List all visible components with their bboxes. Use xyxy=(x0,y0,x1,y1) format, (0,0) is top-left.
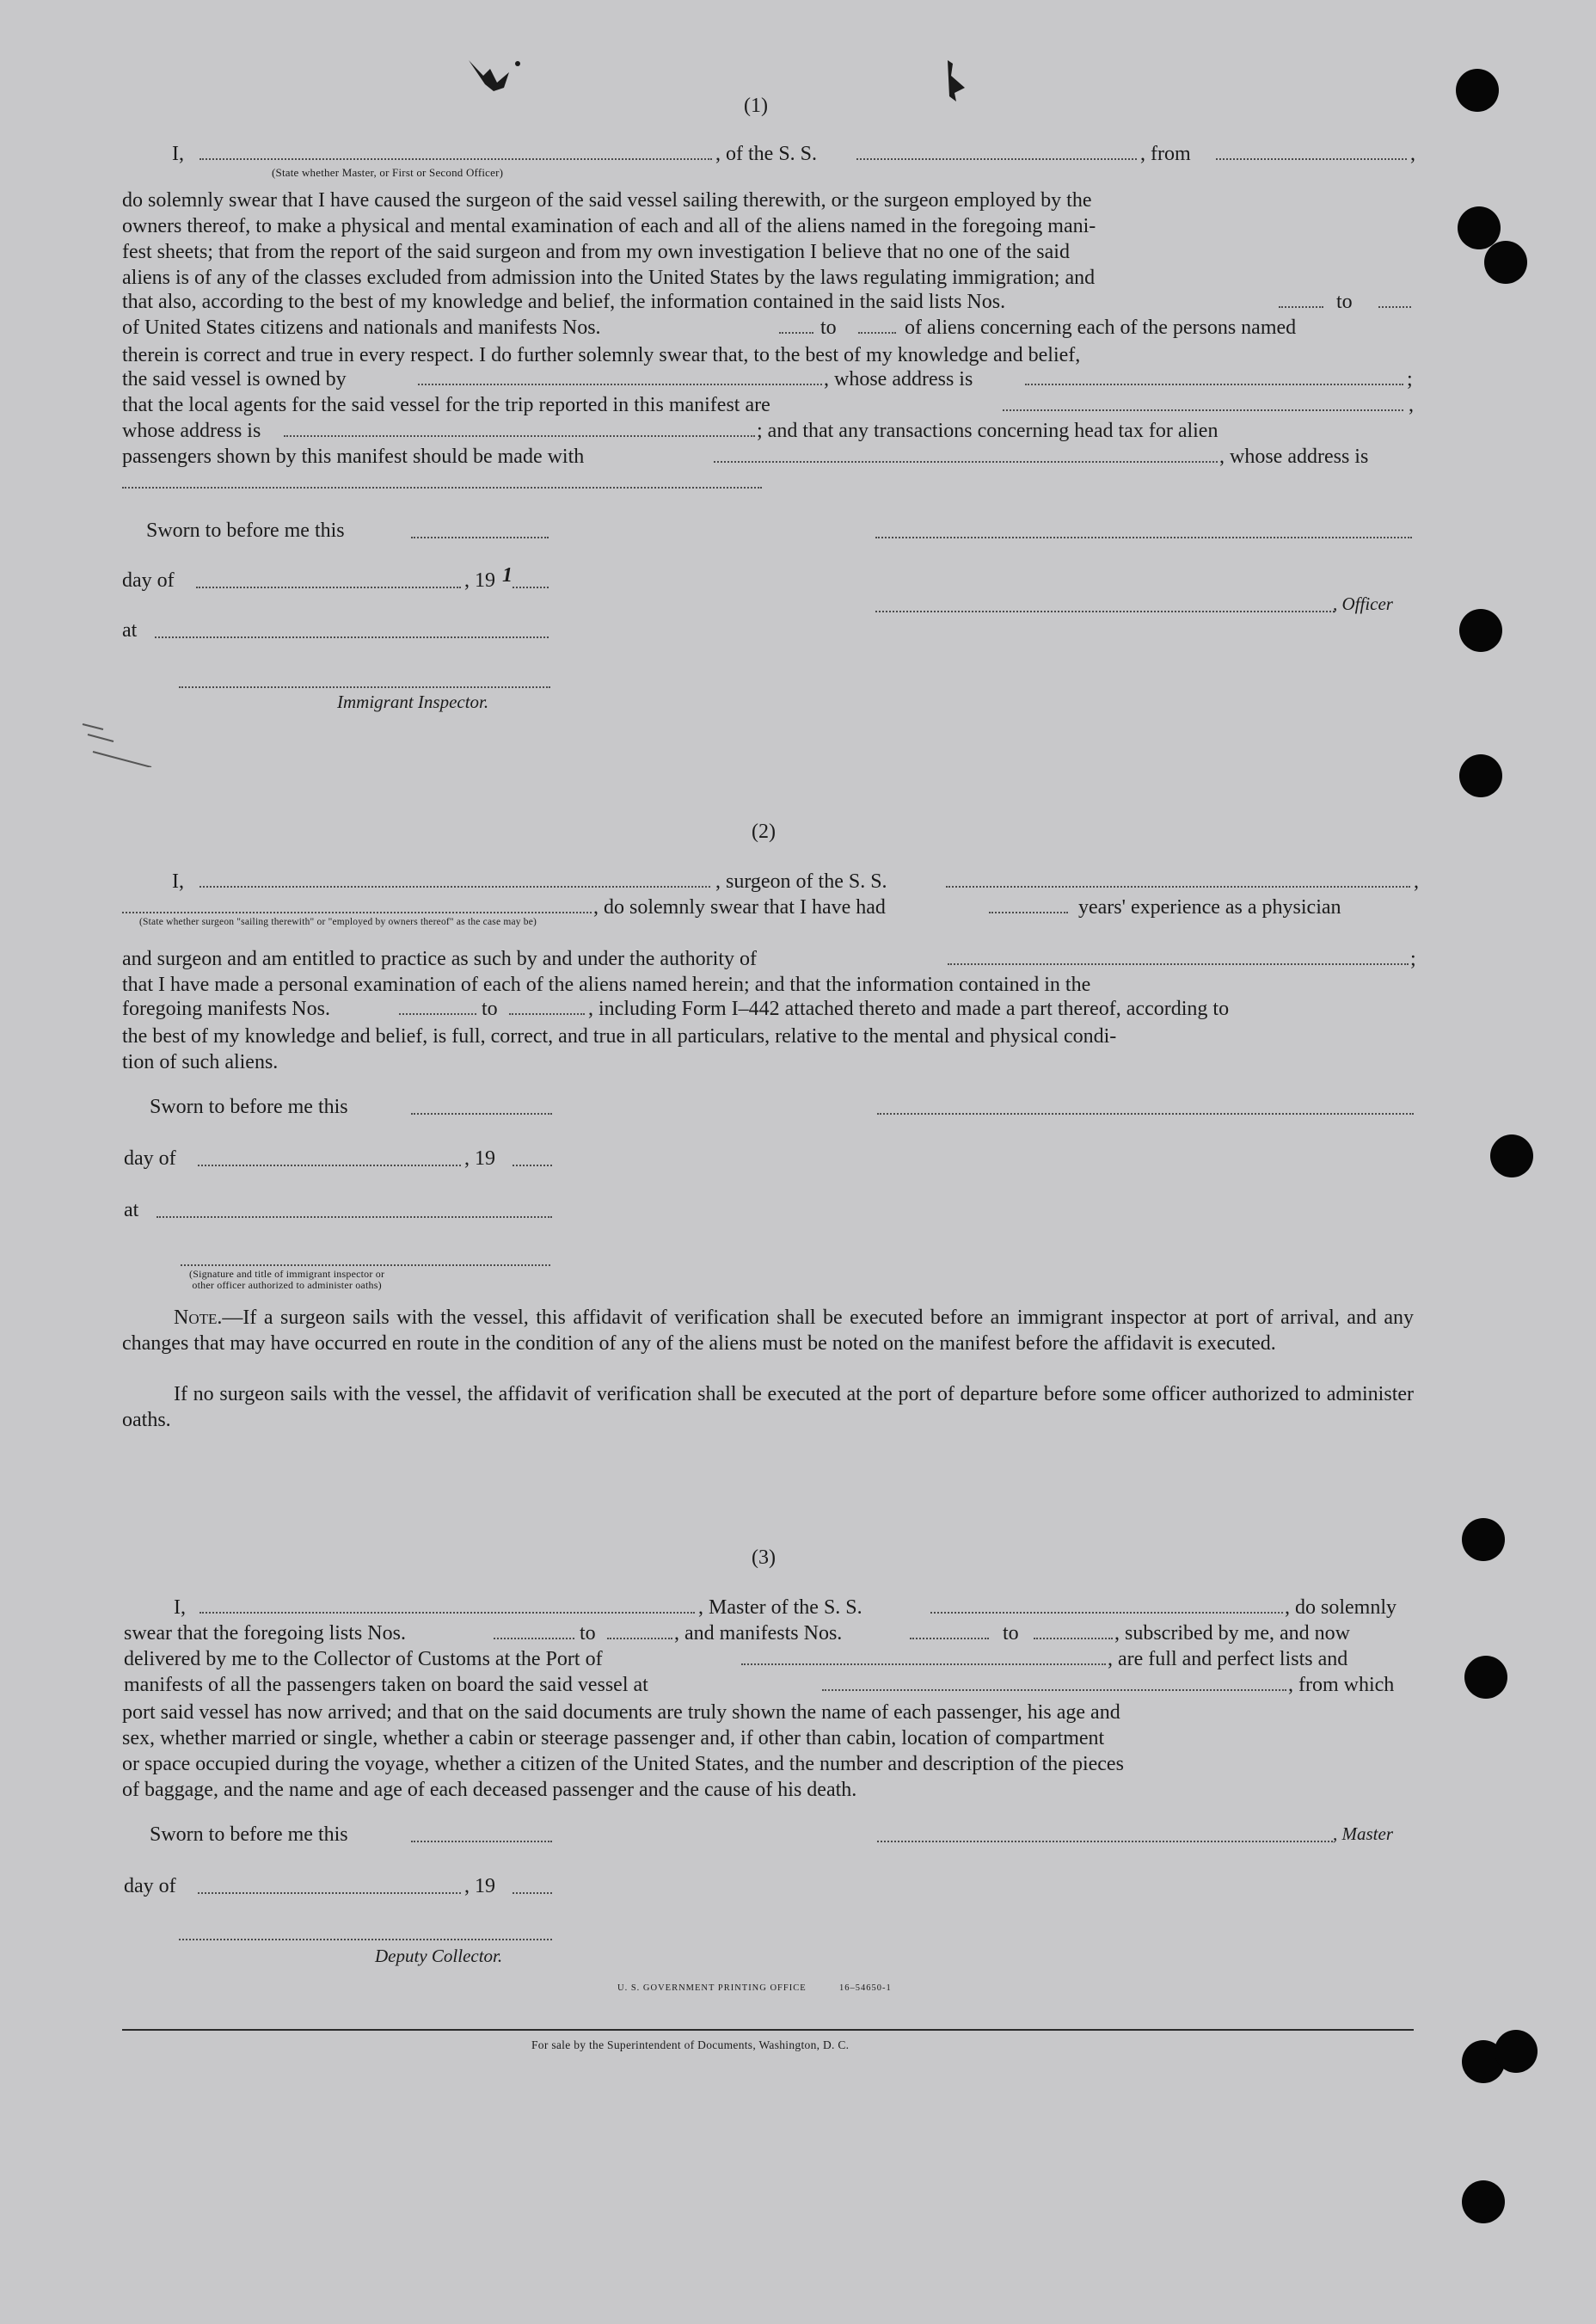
sworn-day-field[interactable] xyxy=(411,537,549,538)
officer-label: , Officer xyxy=(1333,593,1393,614)
form-text: , from xyxy=(1140,143,1191,165)
agents-address-field[interactable] xyxy=(284,435,755,437)
form-text: , surgeon of the S. S. xyxy=(715,870,887,893)
footer-rule xyxy=(122,2029,1414,2031)
surgeon-status-field[interactable] xyxy=(122,912,592,913)
form-text: to xyxy=(820,317,837,339)
form-text: , 19 xyxy=(464,1147,495,1170)
form-text: ; xyxy=(1407,368,1413,390)
form-text: and surgeon and am entitled to practice as such by and under the authority of xyxy=(122,948,757,970)
form-text: years' experience as a physician xyxy=(1078,896,1341,919)
form-text: , xyxy=(1410,143,1415,165)
master-signature-line[interactable] xyxy=(877,1841,1333,1842)
form-text: , do solemnly swear that I have had xyxy=(593,896,886,919)
field-caption: (State whether surgeon "sailing therewith" or "employed by owners thereof" as the case may be) xyxy=(139,917,537,927)
oath-line: port said vessel has now arrived; and that on the said documents are truly shown the name of each passenger, his age and xyxy=(122,1701,1120,1724)
form-code: 16–54650-1 xyxy=(839,1983,892,1993)
oath-paragraph xyxy=(122,972,1414,998)
oath-line: fest sheets; that from the report of the said surgeon and from my own investigation I believe that no one of the said xyxy=(122,241,1070,263)
punch-hole-icon xyxy=(1459,754,1502,797)
departure-port-field[interactable] xyxy=(1216,158,1407,160)
form-text: , whose address is xyxy=(1219,446,1369,468)
officer-signature-line-top[interactable] xyxy=(875,537,1412,538)
punch-hole-icon xyxy=(1490,1134,1533,1177)
note-paragraph xyxy=(122,1306,1414,1356)
form-text: of aliens concerning each of the persons named xyxy=(905,317,1297,339)
master-name-field[interactable] xyxy=(200,1612,695,1614)
form-text: to xyxy=(482,998,498,1020)
form-text: at xyxy=(122,619,138,642)
year-field[interactable] xyxy=(513,587,549,588)
lists-to-field[interactable] xyxy=(1378,306,1411,308)
master-manifests-to-field[interactable] xyxy=(1034,1638,1113,1639)
oath-line: tion of such aliens. xyxy=(122,1051,279,1073)
month-field[interactable] xyxy=(196,587,461,588)
surgeon-manifests-from-field[interactable] xyxy=(399,1013,476,1015)
month-field[interactable] xyxy=(198,1892,461,1894)
master-lists-from-field[interactable] xyxy=(494,1638,574,1639)
oath-line: that I have made a personal examination of each of the aliens named herein; and that the information contained in the xyxy=(122,974,1091,996)
sworn-text: Sworn to before me this xyxy=(150,1096,348,1118)
note-label: Note. xyxy=(174,1306,223,1329)
form-text: day of xyxy=(122,569,175,592)
surgeon-vessel-field[interactable] xyxy=(946,886,1410,888)
form-text: to xyxy=(1003,1622,1019,1645)
form-text: I, xyxy=(172,143,184,165)
head-tax-address-field[interactable] xyxy=(122,487,762,489)
master-lists-to-field[interactable] xyxy=(607,1638,672,1639)
lists-from-field[interactable] xyxy=(1279,306,1323,308)
form-text: foregoing manifests Nos. xyxy=(122,998,330,1020)
place-field[interactable] xyxy=(155,636,549,638)
arrival-port-field[interactable] xyxy=(741,1663,1106,1665)
oath-line: owners thereof, to make a physical and mental examination of each and all of the aliens named in the foregoing mani- xyxy=(122,215,1096,237)
officer-signature-line[interactable] xyxy=(875,611,1335,612)
punch-hole-icon xyxy=(1495,2030,1538,2073)
note-text: —If a surgeon sails with the vessel, this affidavit of verification shall be executed before an immigrant inspector at port of arrival, and any changes that may have occurred en route in the condition of any of the aliens must be noted on the manifest before the affidavit is executed. xyxy=(122,1306,1414,1355)
form-text: manifests of all the passengers taken on board the said vessel at xyxy=(124,1674,648,1696)
surgeon-signature-line[interactable] xyxy=(877,1113,1414,1115)
vessel-name-field[interactable] xyxy=(856,158,1137,160)
form-text: , whose address is xyxy=(824,368,973,390)
form-text: , xyxy=(1414,870,1419,893)
form-text: , do solemnly xyxy=(1285,1596,1396,1619)
form-text: , are full and perfect lists and xyxy=(1108,1648,1348,1670)
sworn-day-field[interactable] xyxy=(411,1841,552,1842)
ink-blot-icon xyxy=(464,53,533,109)
oath-line: the best of my knowledge and belief, is full, correct, and true in all particulars, relative to the mental and physical condi- xyxy=(122,1025,1117,1048)
oath-line: of baggage, and the name and age of each deceased passenger and the cause of his death. xyxy=(122,1779,857,1801)
form-text: day of xyxy=(124,1147,176,1170)
punch-hole-icon xyxy=(1459,609,1502,652)
year-field[interactable] xyxy=(513,1165,552,1166)
handwritten-year: 1 xyxy=(502,564,513,587)
officer-name-field[interactable] xyxy=(200,158,712,160)
gpo-imprint: U. S. GOVERNMENT PRINTING OFFICE xyxy=(617,1983,807,1993)
punch-hole-icon xyxy=(1462,2180,1505,2223)
oath-paragraph xyxy=(122,342,1414,368)
oath-line: do solemnly swear that I have caused the surgeon of the said vessel sailing therewith, or the surgeon employed by the xyxy=(122,189,1092,212)
form-text: , 19 xyxy=(464,1875,495,1897)
owner-address-field[interactable] xyxy=(1025,384,1403,385)
oath-paragraph xyxy=(122,188,1414,291)
oath-line: or space occupied during the voyage, whether a citizen of the United States, and the number and description of the pieces xyxy=(122,1753,1124,1775)
surgeon-name-field[interactable] xyxy=(200,886,710,888)
surgeon-manifests-to-field[interactable] xyxy=(509,1013,585,1015)
manifests-to-field[interactable] xyxy=(858,332,896,334)
oath-line: therein is correct and true in every respect. I do further solemnly swear that, to the best of my knowledge and belief, xyxy=(122,344,1081,366)
form-text: day of xyxy=(124,1875,176,1897)
form-text: to xyxy=(580,1622,596,1645)
form-text: the said vessel is owned by xyxy=(122,368,347,390)
form-text: that also, according to the best of my knowledge and belief, the information contained in the said lists Nos. xyxy=(122,291,1006,313)
form-text: passengers shown by this manifest should be made with xyxy=(122,446,585,468)
form-text: at xyxy=(124,1199,139,1221)
master-label: , Master xyxy=(1333,1823,1393,1844)
form-text: I, xyxy=(172,870,184,893)
years-experience-field[interactable] xyxy=(989,912,1068,913)
master-manifests-from-field[interactable] xyxy=(910,1638,989,1639)
form-text: , xyxy=(1409,394,1414,416)
form-text: of United States citizens and nationals and manifests Nos. xyxy=(122,317,601,339)
authority-field[interactable] xyxy=(948,963,1409,965)
embarkation-port-field[interactable] xyxy=(822,1689,1286,1691)
form-text: , subscribed by me, and now xyxy=(1114,1622,1350,1645)
oath-paragraph xyxy=(122,1024,1414,1075)
deputy-collector-label: Deputy Collector. xyxy=(375,1946,503,1966)
form-text: ; and that any transactions concerning head tax for alien xyxy=(757,420,1218,442)
pencil-mark xyxy=(79,716,157,772)
note-paragraph xyxy=(122,1382,1414,1433)
manifests-from-field[interactable] xyxy=(779,332,813,334)
form-text: , from which xyxy=(1288,1674,1395,1696)
master-vessel-field[interactable] xyxy=(930,1612,1283,1614)
punch-hole-icon xyxy=(1462,1518,1505,1561)
for-sale-notice: For sale by the Superintendent of Documents, Washington, D. C. xyxy=(531,2038,850,2051)
form-text: delivered by me to the Collector of Customs at the Port of xyxy=(124,1648,603,1670)
oath-line: sex, whether married or single, whether a cabin or steerage passenger and, if other than cabin, location of compartment xyxy=(122,1727,1105,1749)
punch-hole-icon xyxy=(1484,241,1527,284)
form-text: , including Form I–442 attached thereto and made a part thereof, according to xyxy=(588,998,1230,1020)
head-tax-contact-field[interactable] xyxy=(714,461,1218,463)
section-number: (2) xyxy=(752,821,776,843)
sworn-text: Sworn to before me this xyxy=(150,1823,348,1846)
form-text: ; xyxy=(1410,948,1416,970)
section-number: (3) xyxy=(752,1546,776,1569)
form-text: whose address is xyxy=(122,420,261,442)
field-caption: (Signature and title of immigrant inspector or other officer authorized to administer oaths) xyxy=(189,1268,385,1291)
collector-signature-line[interactable] xyxy=(179,1939,552,1940)
place-field[interactable] xyxy=(157,1216,552,1218)
form-text: , Master of the S. S. xyxy=(698,1596,862,1619)
punch-hole-icon xyxy=(1464,1656,1507,1699)
form-text: , of the S. S. xyxy=(715,143,818,165)
punch-hole-icon xyxy=(1456,69,1499,112)
section-number: (1) xyxy=(744,95,768,117)
year-field[interactable] xyxy=(513,1892,552,1894)
oath-line: aliens is of any of the classes excluded from admission into the United States by the laws regulating immigration; and xyxy=(122,267,1096,289)
form-text: that the local agents for the said vessel for the trip reported in this manifest are xyxy=(122,394,770,416)
oath-officer-signature-line[interactable] xyxy=(181,1264,550,1266)
ink-blot-icon xyxy=(944,58,970,108)
field-caption: (State whether Master, or First or Second Officer) xyxy=(272,166,504,179)
note-text: If no surgeon sails with the vessel, the affidavit of verification shall be executed at the port of departure before some officer authorized to administer oaths. xyxy=(122,1383,1414,1431)
form-text: to xyxy=(1336,291,1353,313)
form-text: I, xyxy=(174,1596,186,1619)
form-text: , and manifests Nos. xyxy=(674,1622,843,1645)
inspector-signature-line[interactable] xyxy=(179,686,550,688)
form-text: , 19 xyxy=(464,569,495,592)
local-agents-field[interactable] xyxy=(1003,409,1403,411)
form-text: swear that the foregoing lists Nos. xyxy=(124,1622,406,1645)
sworn-text: Sworn to before me this xyxy=(146,520,345,542)
owner-field[interactable] xyxy=(418,384,822,385)
oath-paragraph xyxy=(122,1700,1414,1803)
sworn-day-field[interactable] xyxy=(411,1113,552,1115)
inspector-label: Immigrant Inspector. xyxy=(337,692,489,712)
month-field[interactable] xyxy=(198,1165,461,1166)
